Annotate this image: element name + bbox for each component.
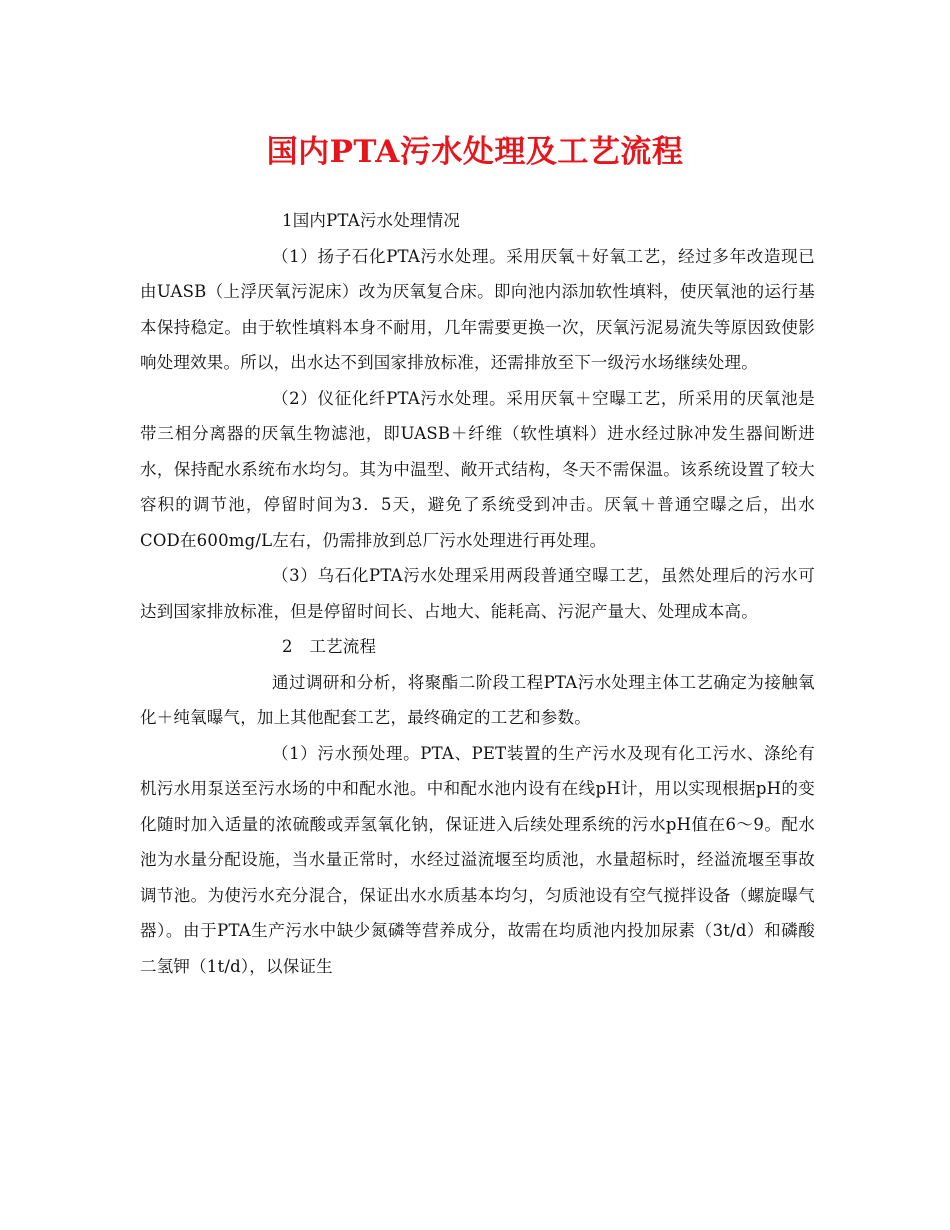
paragraph: 通过调研和分析，将聚酯二阶段工程PTA污水处理主体工艺确定为接触氧化＋纯氧曝气，加上其他配套工艺，最终确定的工艺和参数。 — [140, 672, 815, 727]
paragraph: （3）乌石化PTA污水处理采用两段普通空曝工艺，虽然处理后的污水可达到国家排放标准，但是停留时间长、占地大、能耗高、污泥产量大、处理成本高。 — [140, 566, 815, 621]
paragraph: （2）仪征化纤PTA污水处理。采用厌氧＋空曝工艺，所采用的厌氧池是带三相分离器的厌氧生物滤池，即UASB＋纤维（软性填料）进水经过脉冲发生器间断进水，保持配水系统布水均匀。其为中温型、敞开式结构，冬天不需保温。该系统设置了较大容积的调节池，停留时间为3．5天，避免了系统受到冲击。厌氧＋普通空曝之后，出水COD在600mg/L左右，仍需排放到总厂污水处理进行再处理。 — [140, 388, 815, 550]
section-heading-2: 2 工艺流程 — [282, 637, 377, 656]
paragraph: （1）污水预处理。PTA、PET装置的生产污水及现有化工污水、涤纶有机污水用泵送至污水场的中和配水池。中和配水池内设有在线pH计，用以实现根据pH的变化随时加入适量的浓硫酸或弄氢氧化钠，保证进入后续处理系统的污水pH值在6～9。配水池为水量分配设施，当水量正常时，水经过溢流堰至均质池，水量超标时，经溢流堰至事故调节池。为使污水充分混合，保证出水水质基本均匀，匀质池设有空气搅拌设备（螺旋曝气器）。由于PTA生产污水中缺少氮磷等营养成分，故需在均质池内投加尿素（3t/d）和磷酸二氢钾（1t/d），以保证生 — [140, 743, 815, 976]
document-title: 国内PTA污水处理及工艺流程 — [266, 134, 684, 170]
paragraph: （1）扬子石化PTA污水处理。采用厌氧＋好氧工艺，经过多年改造现已由UASB（上浮厌氧污泥床）改为厌氧复合床。即向池内添加软性填料，使厌氧池的运行基本保持稳定。由于软性填料本身不耐用，几年需要更换一次，厌氧污泥易流失等原因致使影响处理效果。所以，出水达不到国家排放标准，还需排放至下一级污水场继续处理。 — [140, 246, 815, 372]
document-body — [140, 203, 815, 984]
section-heading-1: 1国内PTA污水处理情况 — [282, 211, 461, 230]
